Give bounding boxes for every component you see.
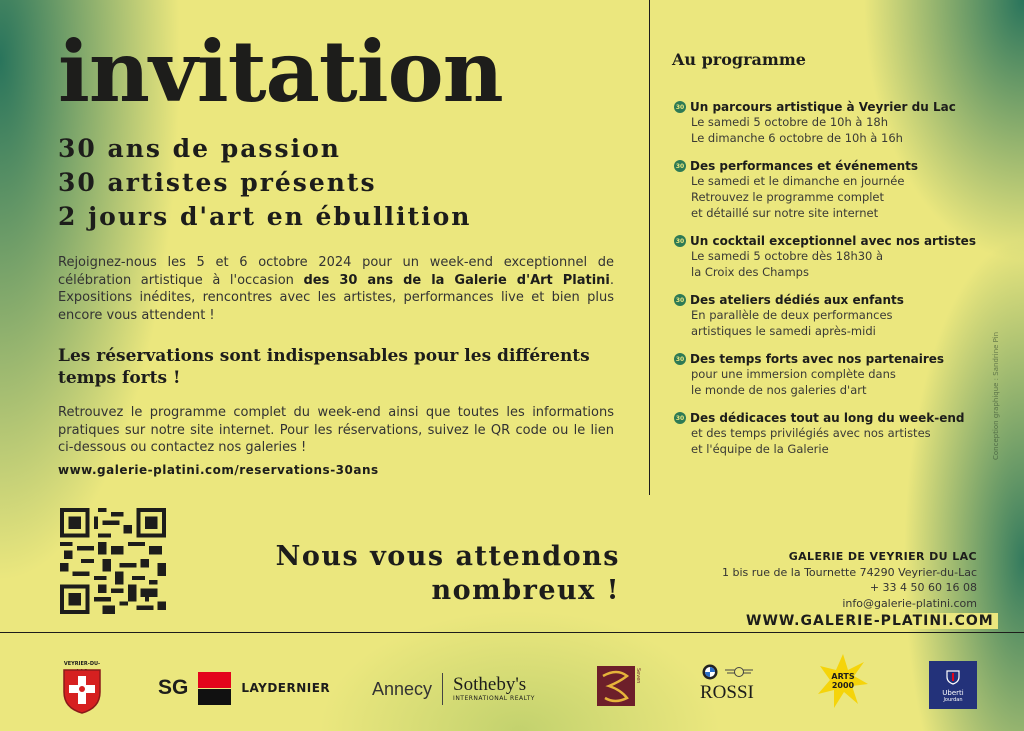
sg-laydernier-logo — [158, 671, 330, 705]
seven-logo — [597, 666, 641, 708]
program-item-details: Le samedi 5 octobre de 10h à 18h Le dimanche 6 octobre de 10h à 16h — [691, 115, 903, 145]
uberti-label: Uberti — [942, 689, 964, 697]
tagline-line: 30 artistes présents — [58, 168, 377, 197]
sothebys-sub: INTERNATIONAL REALTY — [453, 695, 535, 703]
program-item-heading: Un cocktail exceptionnel avec nos artistes — [690, 234, 976, 248]
annecy-sothebys-logo — [372, 672, 535, 706]
intro-paragraph — [58, 254, 614, 324]
program-item — [674, 234, 974, 280]
program-item-details: pour une immersion complète dans le monde de nos galeries d'art — [691, 367, 896, 397]
2000-label: 2000 — [831, 681, 855, 690]
anniversary-badge-icon: 30 — [674, 353, 686, 365]
qr-code[interactable] — [58, 508, 168, 614]
program-item — [674, 159, 974, 221]
veyrier-du-lac-logo — [60, 660, 104, 716]
gallery-street: 1 bis rue de la Tournette 74290 Veyrier-du-Lac — [722, 565, 977, 579]
shield-icon — [945, 669, 961, 685]
program-item — [674, 293, 974, 339]
closing-message — [240, 540, 620, 608]
program-item-details: En parallèle de deux performances artistiques le samedi après-midi — [691, 308, 893, 338]
program-item — [674, 100, 974, 146]
reservation-note: Les réservations sont indispensables pour les différents temps forts ! — [58, 346, 590, 388]
program-item — [674, 411, 974, 457]
column-divider — [649, 0, 650, 495]
program-item — [674, 352, 974, 398]
gallery-name: GALERIE DE VEYRIER DU LAC — [788, 550, 977, 563]
coat-of-arms-icon — [60, 668, 104, 714]
footer-divider — [0, 632, 1024, 633]
program-item-heading: Des performances et événements — [690, 159, 919, 173]
closing-line: nombreux ! — [431, 575, 620, 606]
intro-highlight: des 30 ans de la Galerie d'Art Platini — [303, 272, 610, 288]
sothebys-label: Sotheby's — [453, 674, 527, 696]
program-title: Au programme — [672, 50, 806, 69]
program-item-details: et des temps privilégiés avec nos artistes et l'équipe de la Galerie — [691, 426, 931, 456]
program-item-heading: Des temps forts avec nos partenaires — [690, 352, 945, 366]
sothebys-block — [453, 675, 535, 702]
program-item-heading: Un parcours artistique à Veyrier du Lac — [690, 100, 956, 114]
tagline-line: 2 jours d'art en ébullition — [58, 202, 472, 231]
program-item-details: Le samedi et le dimanche en journée Retrouvez le programme complet et détaillé sur notre site internet — [691, 174, 905, 220]
tagline — [58, 132, 471, 234]
design-credit: Conception graphique : Sandrine Pin — [992, 331, 1000, 460]
logo-separator — [442, 673, 443, 705]
rossi-label: ROSSI — [700, 682, 754, 703]
anniversary-badge-icon: 30 — [674, 101, 686, 113]
program-item-details: Le samedi 5 octobre dès 18h30 à la Croix des Champs — [691, 249, 884, 279]
intro-text: Rejoignez-nous les 5 et 6 octobre 2024 pour un week-end exceptionnel de célébration artistique à l'occasion — [58, 255, 614, 288]
invitation-title: invitation — [58, 22, 503, 121]
sg-name: LAYDERNIER — [241, 681, 331, 695]
arts-2000-logo — [818, 654, 868, 710]
anniversary-badge-icon: 30 — [674, 294, 686, 306]
annecy-label: Annecy — [372, 678, 433, 699]
tagline-line: 30 ans de passion — [58, 134, 341, 163]
sg-letters: SG — [158, 676, 189, 699]
anniversary-badge-icon: 30 — [674, 235, 686, 247]
gallery-phone[interactable]: + 33 4 50 60 16 08 — [869, 581, 977, 594]
bmw-roundel-icon — [702, 664, 718, 680]
seven-label: Seven — [635, 668, 641, 684]
closing-line: Nous vous attendons — [275, 541, 620, 572]
uberti-jourdan-logo — [929, 661, 977, 709]
program-item-heading: Des ateliers dédiés aux enfants — [690, 293, 904, 307]
more-info-paragraph: Retrouvez le programme complet du week-end ainsi que toutes les informations pratiques sur notre site internet. Pour les réservations, suivez le QR code ou le lien ci-dessous ou contactez nos galeries ! — [58, 405, 614, 455]
gallery-email[interactable]: info@galerie-platini.com — [842, 596, 977, 610]
website-link[interactable]: WWW.GALERIE-PLATINI.COM — [742, 613, 998, 629]
program-item-heading: Des dédicaces tout au long du week-end — [690, 411, 965, 425]
veyrier-du-lac-label: VEYRIER-DU- — [63, 661, 101, 667]
sg-square-icon — [198, 672, 231, 705]
rossi-logo — [700, 664, 760, 710]
reservation-link[interactable]: www.galerie-platini.com/reservations-30ans — [58, 463, 379, 477]
anniversary-badge-icon: 30 — [674, 412, 686, 424]
program-list — [674, 100, 974, 470]
gallery-address — [700, 549, 977, 611]
arts-label: ARTS — [831, 672, 855, 681]
mini-wings-icon — [724, 666, 754, 678]
jourdan-label: Jourdan — [943, 697, 963, 703]
anniversary-badge-icon: 30 — [674, 160, 686, 172]
arts-2000-text — [818, 672, 868, 690]
intro-text-end: . Expositions inédites, rencontres avec les artistes, performances live et bien plus encore vous attendent ! — [58, 272, 615, 323]
